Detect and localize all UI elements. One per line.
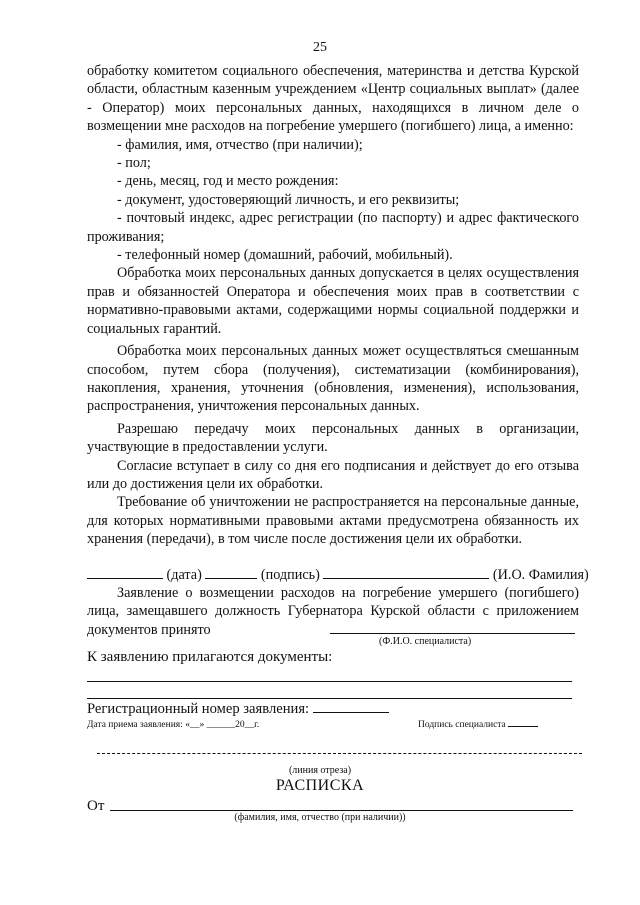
list-item-fio: - фамилия, имя, отчество (при наличии);: [117, 136, 363, 153]
specialist-sign-field[interactable]: [508, 717, 538, 727]
specialist-sign-label: Подпись специалиста: [418, 720, 506, 730]
list-item-sex: - пол;: [117, 155, 151, 172]
paragraph-destruction: Требование об уничтожении не распространяется на персональные данные, для которых нормативными правовыми актами предусмотрена обязанность их хранения (передачи), в том числе после достижения цели их обработки.: [87, 494, 579, 548]
receipt-title: РАСПИСКА: [275, 777, 365, 794]
list-item-id-document: - документ, удостоверяющий личность, и его реквизиты;: [117, 191, 460, 208]
paragraph-processing-consent: обработку комитетом социального обеспечения, материнства и детства Курской области, областным казенным учреждением «Центр социальных выплат» (далее - Оператор) моих персональных данных, находящихся в личном деле о возмещении мне расходов на погребение умершего (погибшего) лица, а именно:: [87, 63, 579, 135]
acceptance-text: Заявление о возмещении расходов на погребение умершего (погибшего) лица, замещавшего должность Губернатора Курской области с приложением документов принято: [87, 585, 579, 638]
receipt-from-field[interactable]: [110, 810, 573, 811]
paragraph-purpose: Обработка моих персональных данных допускается в целях осуществления прав и обязанностей Оператора и обеспечения моих прав в соответствии с нормативно-правовыми актами, содержащими нормы социальной поддержки и социальных гарантий.: [87, 265, 579, 337]
specialist-caption: (Ф.И.О. специалиста): [379, 636, 472, 647]
date-label: (дата): [166, 567, 202, 583]
list-item-birth: - день, месяц, год и место рождения:: [117, 173, 339, 190]
paragraph-method: Обработка моих персональных данных может осуществляться смешанным способом, путем сбора (получения), систематизации (комбинирования), накопления, хранения, уточнения (обновления, изменения), использования, распространения, уничтожения персональных данных.: [87, 343, 579, 415]
cut-line: [97, 753, 582, 754]
receipt-from-label: От: [87, 798, 105, 814]
list-item-phone: - телефонный номер (домашний, рабочий, мобильный).: [117, 247, 453, 264]
date-blank[interactable]: [87, 566, 163, 579]
specialist-name-field[interactable]: [330, 633, 575, 634]
name-blank[interactable]: [323, 566, 489, 579]
consent-text: [87, 62, 579, 549]
paragraph-validity: Согласие вступает в силу со дня его подписания и действует до его отзыва или до достижения цели их обработки.: [87, 457, 579, 492]
attachments-line-1[interactable]: [87, 681, 572, 682]
signature-row: [87, 566, 589, 584]
registration-number-field[interactable]: [313, 700, 389, 713]
registration-number-label: Регистрационный номер заявления:: [87, 701, 310, 717]
paragraph-transfer: Разрешаю передачу моих персональных данных в организации, участвующие в предоставлении услуги.: [87, 420, 579, 456]
name-label: (И.О. Фамилия): [492, 567, 589, 583]
receipt-date-label: Дата приема заявления: «__» ______20__г.: [87, 720, 260, 730]
attachments-line-2[interactable]: [87, 698, 572, 699]
list-item-address: - почтовый индекс, адрес регистрации (по паспорту) и адрес фактического проживания;: [87, 210, 579, 245]
specialist-sign-row: [418, 716, 578, 734]
attachments-label: К заявлению прилагаются документы:: [87, 649, 333, 665]
signature-label: (подпись): [260, 567, 320, 583]
cut-line-caption: (линия отреза): [288, 765, 352, 776]
receipt-from-caption: (фамилия, имя, отчество (при наличии)): [234, 812, 406, 823]
page-number: 25: [313, 40, 327, 55]
signature-blank[interactable]: [205, 566, 257, 579]
